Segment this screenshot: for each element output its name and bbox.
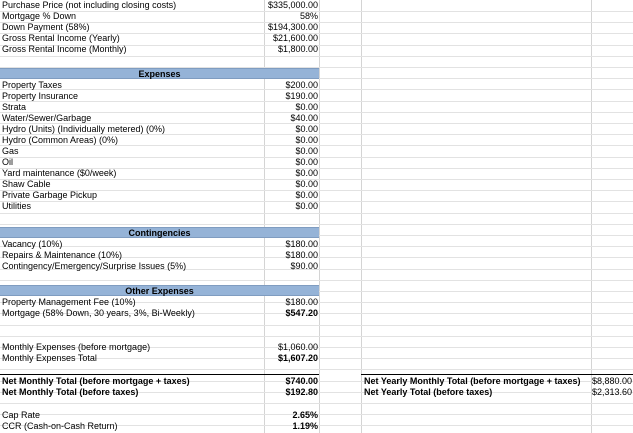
cell-expense-value[interactable]: $0.00 [295,135,318,145]
cell-contingency-value[interactable]: $90.00 [290,261,318,271]
cell-down-payment-value[interactable]: $194,300.00 [267,22,318,32]
cell-expense-label[interactable]: Private Garbage Pickup [2,190,98,200]
other-expenses-section-header[interactable]: Other Expenses [0,285,319,296]
row-divider [0,224,633,225]
cell-expense-value[interactable]: $0.00 [295,179,318,189]
cell-expense-label[interactable]: Shaw Cable [2,179,51,189]
cell-net-yearly-label[interactable]: Net Yearly Monthly Total (before mortgage + taxes) [364,376,581,386]
cell-expense-value[interactable]: $0.00 [295,102,318,112]
cell-net-monthly-value[interactable]: $740.00 [285,376,318,386]
cell-purchase-price-value[interactable]: $335,000.00 [267,0,318,10]
cell-monthly-total-value[interactable]: $1,607.20 [277,353,318,363]
cell-gross-monthly-value[interactable]: $1,800.00 [277,44,318,54]
cell-monthly-expenses-label[interactable]: Monthly Expenses (before mortgage) [2,342,151,352]
cell-expense-label[interactable]: Hydro (Units) (Individually metered) (0%) [2,124,166,134]
cell-expense-value[interactable]: $0.00 [295,201,318,211]
row-divider [0,280,633,281]
contingencies-section-header[interactable]: Contingencies [0,227,319,238]
cell-expense-value[interactable]: $0.00 [295,168,318,178]
cell-net-monthly-taxes-value[interactable]: $192.80 [285,387,318,397]
cell-expense-value[interactable]: $40.00 [290,113,318,123]
cell-expense-value[interactable]: $0.00 [295,124,318,134]
cell-expense-value[interactable]: $0.00 [295,146,318,156]
cell-monthly-total-label[interactable]: Monthly Expenses Total [2,353,97,363]
cell-contingency-label[interactable]: Contingency/Emergency/Surprise Issues (5%) [2,261,187,271]
cell-contingency-value[interactable]: $180.00 [285,239,318,249]
cell-ccr-value[interactable]: 1.19% [292,421,318,431]
cell-gross-monthly-label[interactable]: Gross Rental Income (Monthly) [2,44,127,54]
cell-net-yearly-taxes-label[interactable]: Net Yearly Total (before taxes) [364,387,493,397]
cell-expense-value[interactable]: $0.00 [295,190,318,200]
cell-cap-rate-value[interactable]: 2.65% [292,410,318,420]
cell-expense-label[interactable]: Yard maintenance ($0/week) [2,168,117,178]
cell-ccr-label[interactable]: CCR (Cash-on-Cash Return) [2,421,118,431]
cell-contingency-label[interactable]: Repairs & Maintenance (10%) [2,250,123,260]
row-divider [0,369,633,370]
cell-purchase-price-label[interactable]: Purchase Price (not including closing costs) [2,0,177,10]
total-border [361,374,633,375]
row-divider [0,56,633,57]
total-border [0,374,319,375]
cell-cap-rate-label[interactable]: Cap Rate [2,410,41,420]
cell-contingency-value[interactable]: $180.00 [285,250,318,260]
cell-expense-label[interactable]: Property Insurance [2,91,79,101]
row-divider [0,213,633,214]
cell-expense-label[interactable]: Oil [2,157,13,167]
cell-other-expense-value[interactable]: $180.00 [285,297,318,307]
row-divider [0,336,633,337]
cell-contingency-label[interactable]: Vacancy (10%) [2,239,63,249]
cell-net-yearly-taxes-value[interactable]: $2,313.60 [592,387,632,397]
cell-net-monthly-taxes-label[interactable]: Net Monthly Total (before taxes) [2,387,139,397]
cell-mortgage-down-label[interactable]: Mortgage % Down [2,11,77,21]
row-divider [0,403,633,404]
cell-net-monthly-label[interactable]: Net Monthly Total (before mortgage + taxes) [2,376,190,386]
cell-expense-label[interactable]: Strata [2,102,27,112]
cell-expense-label[interactable]: Water/Sewer/Garbage [2,113,92,123]
cell-monthly-expenses-value[interactable]: $1,060.00 [277,342,318,352]
cell-expense-label[interactable]: Utilities [2,201,32,211]
row-divider [0,325,633,326]
expenses-section-header[interactable]: Expenses [0,68,319,79]
cell-expense-label[interactable]: Hydro (Common Areas) (0%) [2,135,119,145]
cell-expense-label[interactable]: Property Taxes [2,80,62,90]
cell-expense-label[interactable]: Gas [2,146,19,156]
cell-other-expense-label[interactable]: Property Management Fee (10%) [2,297,136,307]
cell-expense-value[interactable]: $190.00 [285,91,318,101]
cell-expense-value[interactable]: $0.00 [295,157,318,167]
cell-gross-yearly-label[interactable]: Gross Rental Income (Yearly) [2,33,120,43]
cell-gross-yearly-value[interactable]: $21,600.00 [272,33,318,43]
cell-mortgage-value[interactable]: $547.20 [285,308,318,318]
cell-mortgage-label[interactable]: Mortgage (58% Down, 30 years, 3%, Bi-Weekly) [2,308,195,318]
cell-expense-value[interactable]: $200.00 [285,80,318,90]
cell-mortgage-down-value[interactable]: 58% [299,11,318,21]
cell-down-payment-label[interactable]: Down Payment (58%) [2,22,90,32]
cell-net-yearly-value[interactable]: $8,880.00 [592,376,632,386]
